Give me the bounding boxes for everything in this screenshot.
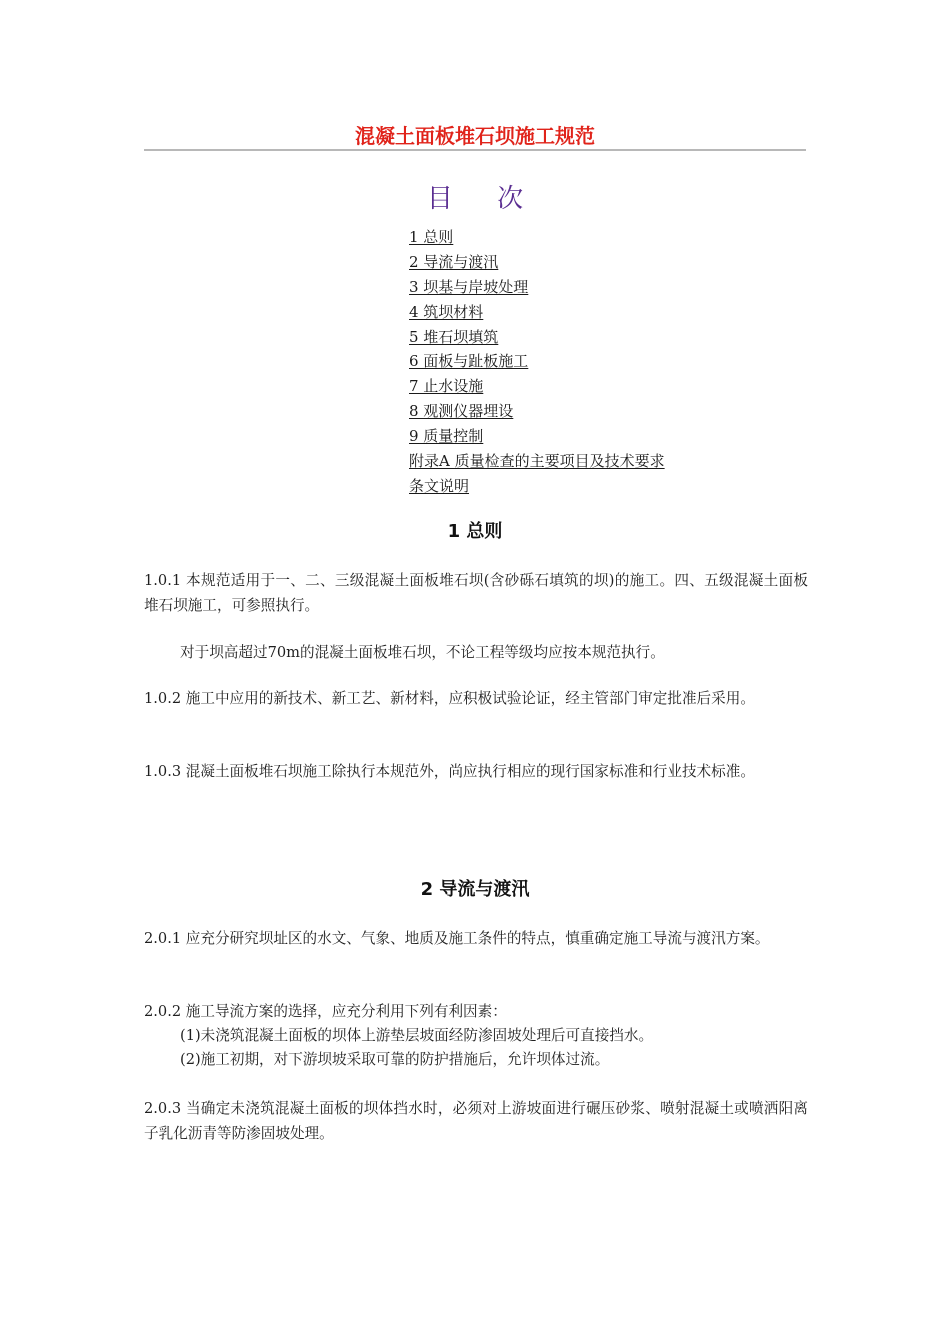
- toc-item: [409, 450, 665, 475]
- toc-item: [409, 301, 665, 326]
- toc-item: [409, 400, 665, 425]
- toc-link-general[interactable]: 1 总则: [409, 228, 454, 246]
- clause-2-0-2: 2.0.2 施工导流方案的选择，应充分利用下列有利因素：: [144, 1003, 507, 1020]
- toc-link-rockfill[interactable]: 5 堆石坝填筑: [409, 327, 499, 346]
- clause-1-0-1: 1.0.1 本规范适用于一、二、三级混凝土面板堆石坝(含砂砾石填筑的坝)的施工。四、五级混凝土面板堆石坝施工，可参照执行。: [144, 572, 808, 614]
- toc-link-waterstop[interactable]: 7 止水设施: [409, 377, 484, 396]
- clause-2-0-1: 2.0.1 应充分研究坝址区的水文、气象、地质及施工条件的特点，慎重确定施工导流与渡汛方案。: [144, 930, 770, 947]
- toc-item: [409, 276, 665, 301]
- toc-link-appendix-a[interactable]: 附录A 质量检查的主要项目及技术要求: [409, 452, 665, 471]
- toc-link-materials[interactable]: 4 筑坝材料: [409, 302, 484, 321]
- section-heading-general: 1 总则: [447, 521, 503, 542]
- clause-1-0-1-note: 对于坝高超过70m的混凝土面板堆石坝，不论工程等级均应按本规范执行。: [180, 644, 665, 661]
- title-divider: [144, 149, 806, 151]
- toc-heading: 目 次: [426, 184, 542, 214]
- toc-item: [409, 251, 665, 276]
- clause-2-0-2-item-1: (1)未浇筑混凝土面板的坝体上游垫层坡面经防渗固坡处理后可直接挡水。: [180, 1027, 654, 1044]
- clause-1-0-2: 1.0.2 施工中应用的新技术、新工艺、新材料，应积极试验论证，经主管部门审定批准后采用。: [144, 690, 755, 707]
- toc-item: [409, 226, 665, 251]
- toc-link-diversion[interactable]: 2 导流与渡汛: [409, 252, 499, 271]
- clause-2-0-2-item-2: (2)施工初期，对下游坝坡采取可靠的防护措施后，允许坝体过流。: [180, 1051, 610, 1068]
- toc-item: [409, 475, 665, 500]
- toc-item: [409, 425, 665, 450]
- toc-item: [409, 326, 665, 351]
- toc-link-face-slab[interactable]: 6 面板与趾板施工: [409, 352, 529, 371]
- toc-link-explanation[interactable]: 条文说明: [409, 476, 470, 495]
- toc-link-foundation[interactable]: 3 坝基与岸坡处理: [409, 277, 529, 296]
- clause-2-0-3: 2.0.3 当确定未浇筑混凝土面板的坝体挡水时，必须对上游坡面进行碾压砂浆、喷射混凝土或喷洒阳离子乳化沥青等防渗固坡处理。: [144, 1100, 808, 1142]
- table-of-contents: [409, 226, 665, 500]
- toc-item: [409, 350, 665, 375]
- clause-1-0-3: 1.0.3 混凝土面板堆石坝施工除执行本规范外，尚应执行相应的现行国家标准和行业技术标准。: [144, 763, 755, 780]
- section-heading-diversion: 2 导流与渡汛: [420, 879, 530, 900]
- toc-link-instruments[interactable]: 8 观测仪器埋设: [409, 402, 514, 421]
- toc-link-quality[interactable]: 9 质量控制: [409, 427, 484, 446]
- document-title: 混凝土面板堆石坝施工规范: [355, 124, 595, 148]
- toc-item: [409, 375, 665, 400]
